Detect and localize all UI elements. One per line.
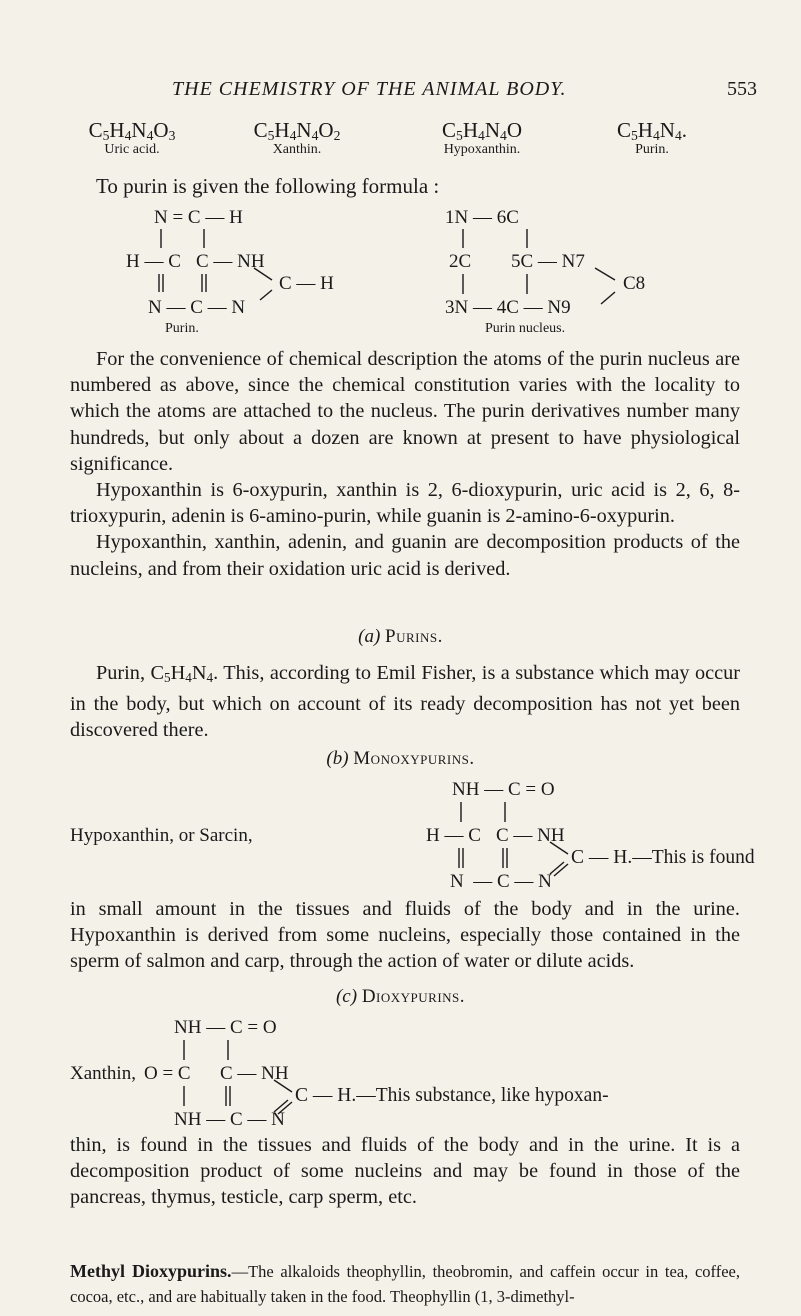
structure-row: NH — C = O — [452, 779, 555, 800]
section-title: Monoxypurins. — [353, 748, 475, 769]
formula-name: Purin. — [635, 142, 669, 157]
structure-row: 2C — [449, 251, 472, 272]
paragraph: Hypoxanthin is 6-oxypurin, xanthin is 2, 6-dioxypurin, uric acid is 2, 6, 8-trioxypurin, adenin is 6-amino-purin, while guanin is 2-amino-6-oxypurin. — [70, 479, 740, 528]
structure-row: C8 — [623, 273, 646, 294]
section-prefix: (a) — [358, 626, 381, 647]
formula-text: $C_5H_4N_4O_2$ — [253, 118, 341, 143]
section-a-heading — [0, 626, 801, 648]
section-title: Purins. — [385, 626, 443, 647]
hypoxanthin-structure — [70, 779, 755, 892]
structure-caption: Purin. — [165, 321, 199, 336]
methyl-text: —The alkaloids theophyllin, theobromin, and caffein occur in tea, coffee, cocoa, etc., and are habitually taken in the food. Theophyllin (1, 3-dimethyl- — [70, 1262, 740, 1306]
section-prefix: (c) — [335, 986, 358, 1007]
formula-xanthin — [237, 118, 357, 158]
structure-row: 5C — N7 — [511, 251, 585, 272]
section-title: Dioxypurins. — [361, 986, 466, 1007]
structure-row: C — H — [279, 273, 334, 294]
running-header: THE CHEMISTRY OF THE ANIMAL BODY. — [172, 78, 567, 100]
structure-row: C — NH — [220, 1063, 289, 1084]
paragraph: thin, is found in the tissues and fluids of the body and in the urine. It is a decomposition product of some nucleins and may be found in those of the pancreas, thymus, testicle, carp sperm, etc. — [70, 1134, 740, 1209]
section-c-body — [70, 1132, 740, 1211]
structure-row: H — C — [126, 251, 181, 272]
compound-label: Xanthin, — [70, 1063, 136, 1084]
structure-row: C — NH — [196, 251, 265, 272]
formula-name: Uric acid. — [104, 142, 160, 157]
section-prefix: (b) — [326, 748, 349, 769]
paragraph: Hypoxanthin, xanthin, adenin, and guanin are decomposition products of the nucleins, and from their oxidation uric acid is derived. — [70, 531, 740, 580]
structure-row: NH — C — N — [174, 1109, 285, 1130]
formula-name: Xanthin. — [272, 142, 322, 157]
purin-structure — [110, 207, 334, 338]
compound-label: Hypoxanthin, or Sarcin, — [70, 825, 253, 846]
section-b-heading — [0, 748, 801, 770]
xanthin-bond-lines — [70, 1018, 740, 1128]
structure-row: C — H.—This substance, like hypoxan- — [295, 1085, 609, 1106]
intro-line: To purin is given the following formula : — [96, 174, 440, 198]
formula-name: Hypoxanthin. — [443, 142, 521, 157]
structure-row: N — C — N — [450, 871, 552, 892]
structure-caption: Purin nucleus. — [485, 321, 566, 336]
purin-nucleus-structure — [445, 208, 705, 338]
nucleus-bond-lines — [445, 208, 705, 338]
methyl-dioxypurins-paragraph — [70, 1259, 740, 1309]
structure-row: NH — C = O — [174, 1017, 277, 1038]
methyl-lead: Methyl Dioxypurins. — [70, 1261, 232, 1281]
structure-row: 1N — 6C — [445, 207, 519, 228]
paragraph: For the convenience of chemical description the atoms of the purin nucleus are numbered as above, since the chemical constitution varies with the locality to which the atoms are attached to the nucleus. The purin derivatives number many hundreds, but only about a dozen are known at present to have physiological significance. — [70, 348, 740, 475]
formula-purin — [592, 118, 712, 158]
formula-text: $C_5H_4N_4O$ — [441, 118, 522, 143]
structure-row: H — C — [426, 825, 481, 846]
section-b-body — [70, 896, 740, 975]
paragraph: Purin, $C_5H_4N_4$. This, according to Emil Fisher, is a substance which may occur in the body, but which on account of its ready decomposition has not yet been discovered there. — [70, 662, 740, 742]
formula-hypoxanthin — [412, 118, 552, 158]
section-c-heading — [0, 986, 801, 1008]
structure-row: N = C — H — [154, 207, 243, 228]
paragraph: in small amount in the tissues and fluids of the body and in the urine. Hypoxanthin is derived from some nucleins, especially those contained in the sperm of salmon and carp, through the action of water or dilute acids. — [70, 898, 740, 973]
structure-row: C — H.—This is found — [571, 847, 755, 868]
formula-row — [88, 118, 752, 166]
section-a-body — [70, 660, 740, 744]
formula-text: $C_5H_4N_4O_3$ — [88, 118, 176, 143]
body-paragraphs — [70, 346, 740, 582]
xanthin-structure — [70, 1018, 740, 1128]
purin-bond-lines — [110, 208, 310, 338]
structure-row: C — NH — [496, 825, 565, 846]
hypoxanthin-bond-lines — [70, 780, 740, 890]
structure-row: N — C — N — [148, 297, 246, 318]
formula-text: $C_5H_4N_4$. — [616, 118, 688, 143]
structure-row: 3N — 4C — N9 — [445, 297, 571, 318]
structure-row: O = C — [144, 1063, 191, 1084]
formula-uric-acid — [72, 118, 192, 158]
page-number: 553 — [727, 78, 757, 100]
